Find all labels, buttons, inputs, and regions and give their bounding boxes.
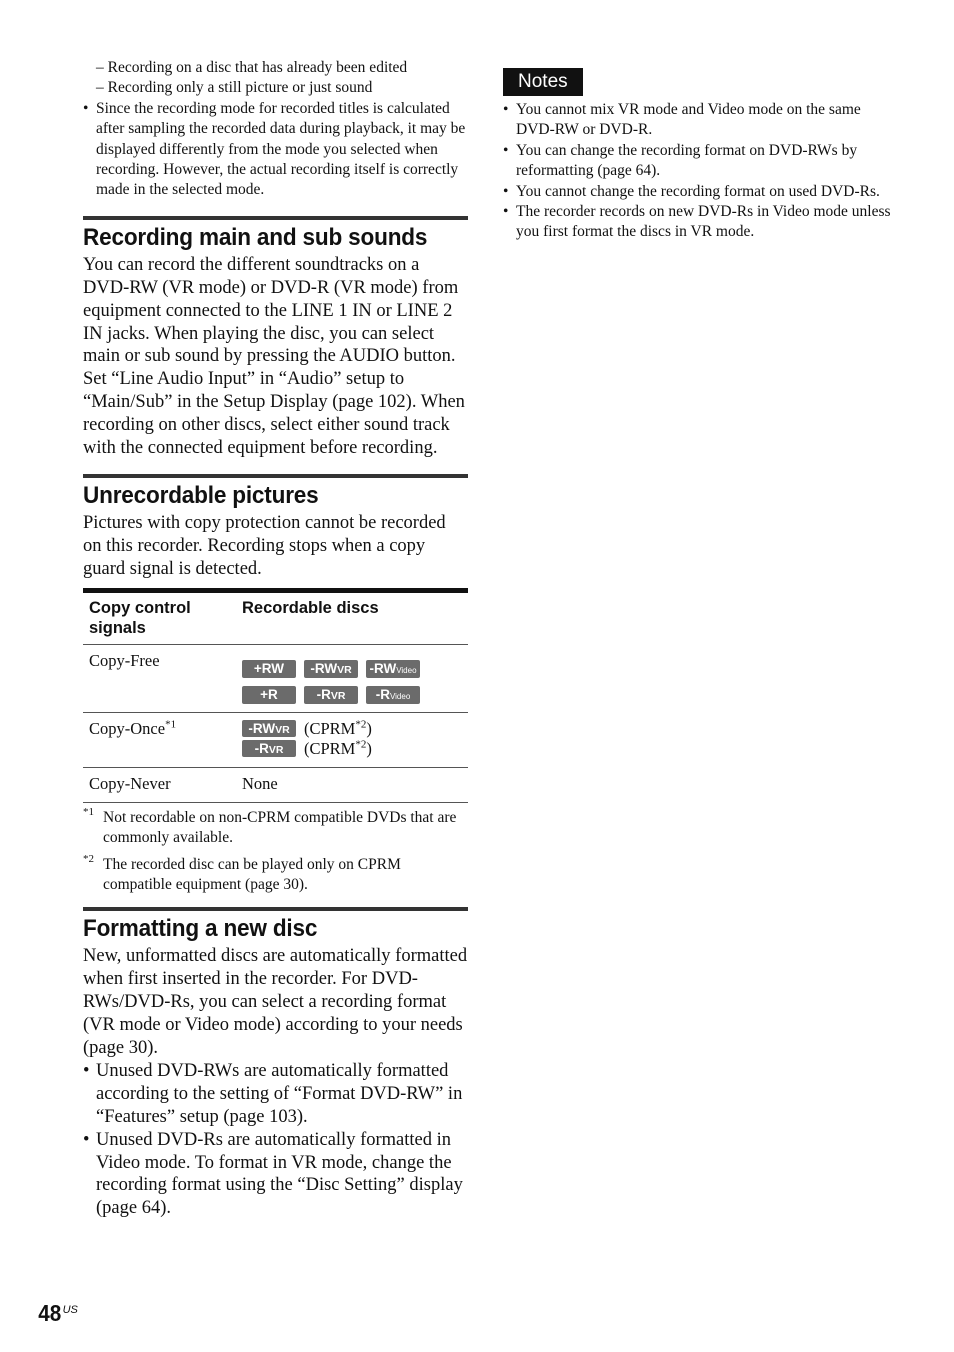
- page-number: $48^{US}$: [38, 1300, 78, 1326]
- section-text-sounds: You can record the different soundtracks on a DVD-RW (VR mode) or DVD-R (VR mode) from equipment connected to the LINE 1 IN or LINE 2 IN jacks. When playing the disc, you can select main or sub sound by pressing the AUDIO button. Set “Line Audio Input” in “Audio” setup to “Main/Sub” in the Setup Display (page 102). When recording on other discs, select either sound track with the connected equipment before recording.: [83, 254, 465, 459]
- left-column: [83, 58, 468, 1220]
- notes-list: [503, 100, 895, 243]
- section-heading-formatting: Formatting a new disc: [83, 915, 318, 943]
- disc-r-vr-icon: -R VR: [304, 686, 358, 704]
- section-heading-unrecordable: Unrecordable pictures: [83, 482, 319, 509]
- intro-block: [83, 58, 468, 201]
- copy-control-table: [83, 588, 468, 803]
- dash-item: – Recording on a disc that has already been edited: [96, 59, 408, 76]
- cprm-label: (CPRM$^{*2}$): [304, 718, 372, 738]
- table-row: [83, 712, 468, 767]
- footnotes: [83, 805, 468, 896]
- disc-r-video-icon: -R Video: [366, 686, 420, 704]
- signal-cell: Copy-Once$^{*1}$: [83, 712, 236, 767]
- bullet-item: • Unused DVD-RWs are automatically formatted according to the setting of “Format DVD-RW” in “Features” setup (page 103).: [83, 1060, 468, 1129]
- discs-cell: None: [236, 767, 468, 802]
- disc-rw-vr-icon: -RW VR: [304, 660, 358, 678]
- table-header: Recordable discs: [236, 590, 468, 644]
- note-item: • You can change the recording format on DVD-RWs by reformatting (page 64).: [503, 141, 895, 182]
- signal-cell: Copy-Never: [83, 767, 236, 802]
- note-item: • The recorder records on new DVD-Rs in Video mode unless you first format the discs in VR mode.: [503, 202, 895, 243]
- section-text-formatting: New, unformatted discs are automatically formatted when first inserted in the recorder. For DVD-RWs/DVD-Rs, you can select a recording format (VR mode or Video mode) according to your needs (page 30).: [83, 946, 468, 1058]
- section-heading-sounds: Recording main and sub sounds: [83, 223, 428, 251]
- notes-badge: Notes: [503, 68, 583, 96]
- section-body-formatting: [83, 945, 468, 1220]
- discs-cell: [236, 644, 468, 712]
- note-item: • You cannot change the recording format on used DVD-Rs.: [503, 182, 895, 202]
- table-row: [83, 644, 468, 712]
- disc-r-vr-icon: -R VR: [242, 740, 296, 757]
- bullet-item: • Unused DVD-Rs are automatically formatted in Video mode. To format in VR mode, change the recording format using the “Disc Setting” display (page 64).: [83, 1129, 468, 1221]
- section-rule: [83, 216, 468, 220]
- table-row: [83, 767, 468, 802]
- section-text-unrecordable: Pictures with copy protection cannot be recorded on this recorder. Recording stops when a copy guard signal is detected.: [83, 513, 446, 579]
- dash-item: – Recording only a still picture or just sound: [96, 79, 373, 97]
- discs-cell: [236, 712, 468, 767]
- footnote: *2 The recorded disc can be played only on CPRM compatible equipment (page 30).: [83, 852, 401, 893]
- section-rule: [83, 907, 468, 911]
- disc-rw-vr-icon: -RW VR: [242, 720, 296, 737]
- cprm-label: (CPRM$^{*2}$): [304, 738, 372, 758]
- table-header: Copy control signals: [83, 590, 236, 644]
- note-item: • You cannot mix VR mode and Video mode on the same DVD-RW or DVD-R.: [503, 100, 895, 141]
- disc-plus-rw-icon: +RW: [242, 660, 296, 678]
- footnote: *1 Not recordable on non-CPRM compatible DVDs that are commonly available.: [83, 805, 457, 847]
- bullet-item: • Since the recording mode for recorded titles is calculated after sampling the recorded data during playback, it may be displayed differently from the mode you selected when recording. However, the actual recording itself is correctly made in the selected mode.: [83, 99, 468, 201]
- right-column: [503, 68, 895, 243]
- section-rule: [83, 474, 468, 478]
- disc-rw-video-icon: -RW Video: [366, 660, 420, 678]
- disc-plus-r-icon: +R: [242, 686, 296, 704]
- signal-cell: Copy-Free: [83, 644, 236, 712]
